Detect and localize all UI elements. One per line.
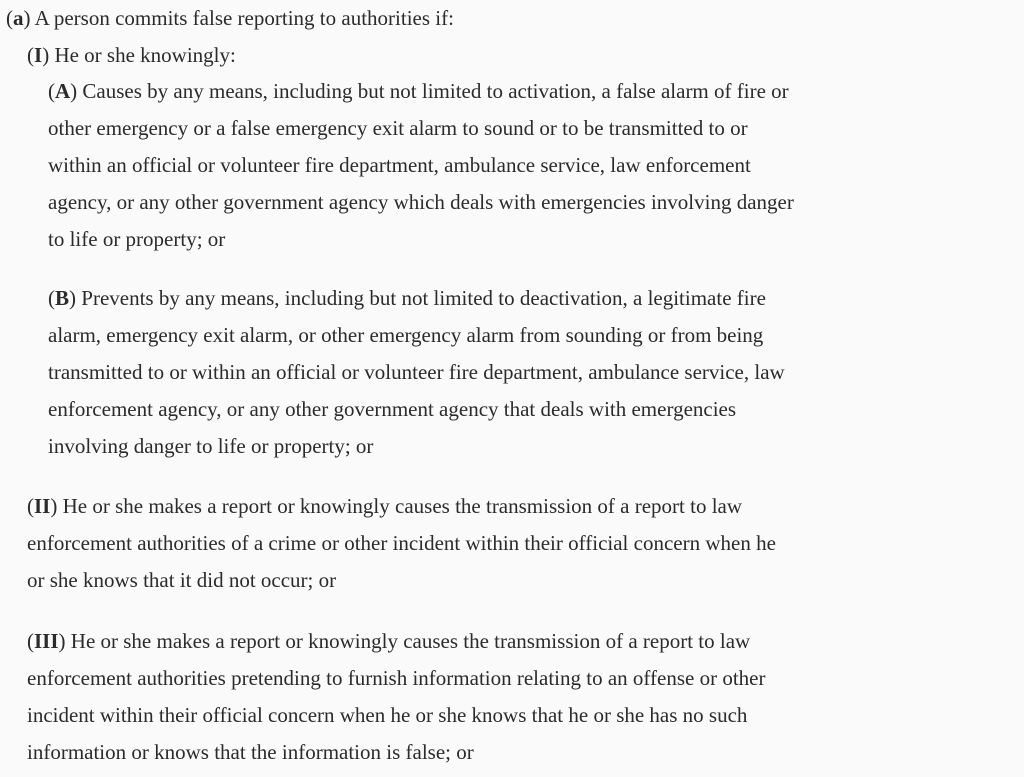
clause-label: a [13,6,24,30]
clause-A-line: to life or property; or [48,227,226,251]
clause-B-line: transmitted to or within an official or volunteer fire department, ambulance service, law [48,360,785,384]
clause-B-line: involving danger to life or property; or [48,434,374,458]
clause-text: He or she makes a report or knowingly causes the transmission of a report to law [70,629,751,653]
clause-I [27,37,236,74]
clause-II [27,488,776,599]
clause-III-line: incident within their official concern when he or she knows that he or she has no such [27,703,748,727]
clause-A-line: agency, or any other government agency which deals with emergencies involving danger [48,190,794,214]
clause-label: I [34,43,43,67]
clause-II-line: enforcement authorities of a crime or other incident within their official concern when he [27,531,776,555]
clause-label: III [34,629,59,653]
clause-A-line: other emergency or a false emergency exit alarm to sound or to be transmitted to or [48,116,748,140]
clause-text: A person commits false reporting to authorities if: [34,6,454,30]
clause-A [48,73,794,258]
clause-I-line: (I) He or she knowingly: [27,43,236,67]
clause-B [48,280,785,465]
clause-label: II [34,494,51,518]
clause-label: A [55,79,71,103]
clause-text: Causes by any means, including but not limited to activation, a false alarm of fire or [82,79,789,103]
clause-B-line: alarm, emergency exit alarm, or other emergency alarm from sounding or from being [48,323,764,347]
clause-text: He or she knowingly: [54,43,236,67]
clause-III [27,623,765,771]
clause-II-line: or she knows that it did not occur; or [27,568,337,592]
clause-III-line: information or knows that the information is false; or [27,740,474,764]
clause-a-line: (a) A person commits false reporting to authorities if: [6,6,454,30]
clause-B-line: enforcement agency, or any other government agency that deals with emergencies [48,397,737,421]
clause-III-line: enforcement authorities pretending to furnish information relating to an offense or other [27,666,766,690]
clause-III-line: (III) He or she makes a report or knowingly causes the transmission of a report to law [27,629,751,653]
clause-II-line: (II) He or she makes a report or knowingly causes the transmission of a report to law [27,494,743,518]
clause-text: Prevents by any means, including but not limited to deactivation, a legitimate fire [81,286,766,310]
clause-A-line: within an official or volunteer fire department, ambulance service, law enforcement [48,153,751,177]
clause-a [6,0,454,37]
clause-B-line: (B) Prevents by any means, including but not limited to deactivation, a legitimate fire [48,286,766,310]
clause-label: B [55,286,70,310]
clause-text: He or she makes a report or knowingly causes the transmission of a report to law [62,494,743,518]
clause-A-line: (A) Causes by any means, including but not limited to activation, a false alarm of fire or [48,79,789,103]
